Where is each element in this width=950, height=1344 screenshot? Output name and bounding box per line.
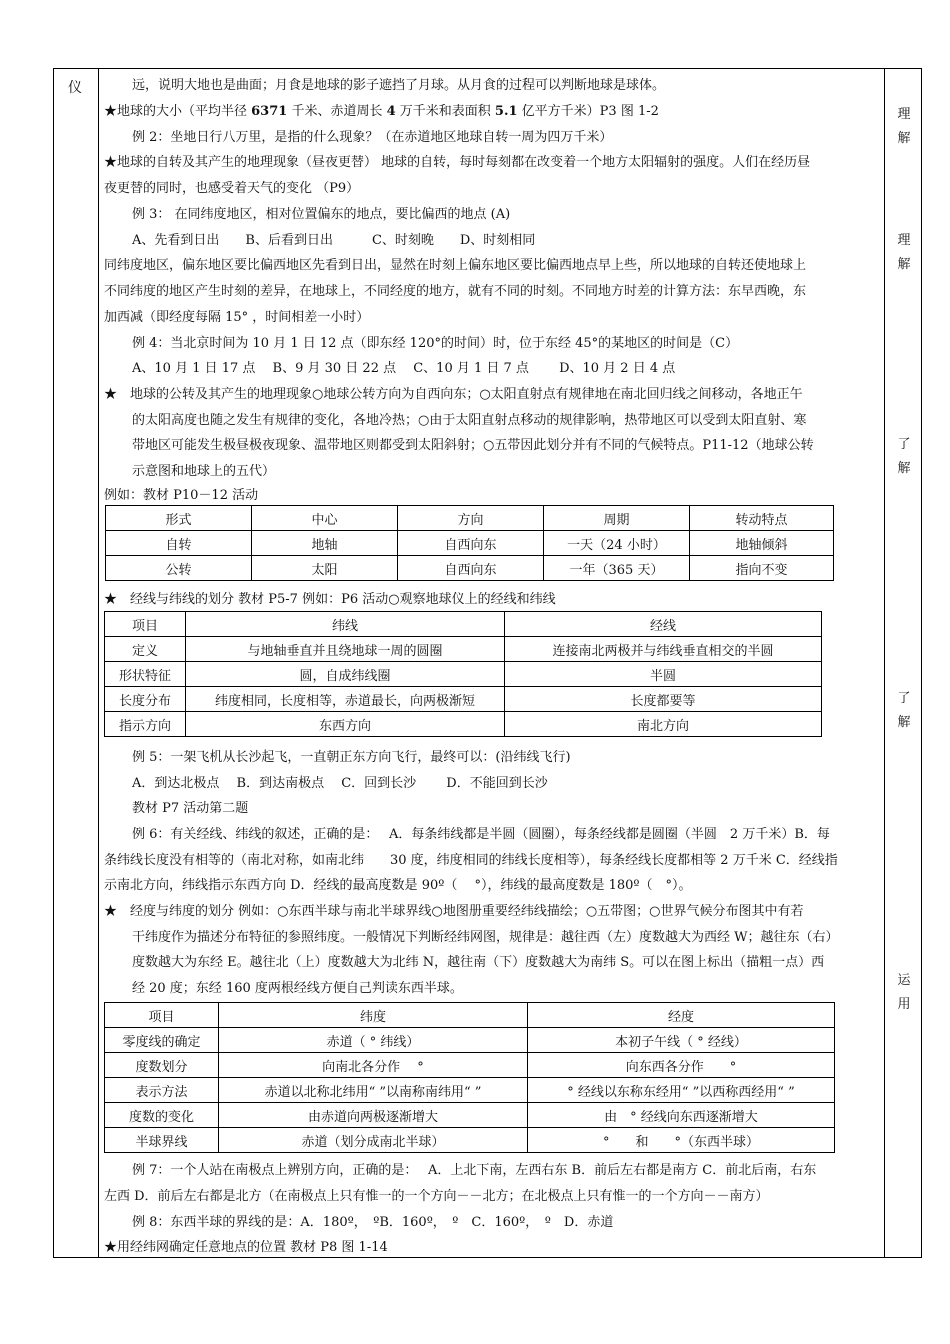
table-cell: 由 ° 经线向东西逐渐增大: [528, 1103, 835, 1128]
text-line: 示意图和地球上的五代）: [132, 464, 276, 479]
table-cell: 自转: [106, 531, 252, 556]
table-row: [105, 662, 822, 687]
left-column-char: 仪: [68, 80, 82, 96]
table-cell: 度数划分: [105, 1053, 219, 1078]
table-cell: 形状特征: [105, 662, 186, 687]
table-header-row: [105, 1003, 835, 1028]
table-cell: ° 和 °（东西半球）: [528, 1128, 835, 1153]
table-cell: 向南北各分作 °: [219, 1053, 528, 1078]
table-cell: 公转: [106, 556, 252, 581]
table-row: [105, 712, 822, 737]
table-cell: 度数的变化: [105, 1103, 219, 1128]
text-line: 例 2：坐地日行八万里，是指的什么现象？（在赤道地区地球自转一周为四万千米）: [132, 130, 613, 145]
text-line: 不同纬度的地区产生时刻的差异，在地球上，不同经度的地方，就有不同的时刻。不同地方时差的计算方法：东早西晚，东: [104, 284, 807, 299]
table-row: [105, 1028, 835, 1053]
table-cell: 连接南北两极并与纬线垂直相交的半圆: [505, 637, 822, 662]
table-row: [105, 687, 822, 712]
table-cell: 纬度相同，长度相等，赤道最长，向两极渐短: [186, 687, 505, 712]
longitude-latitude-table: [104, 1002, 835, 1153]
table-row: [105, 1053, 835, 1078]
table-cell: 与地轴垂直并且绕地球一周的圆圈: [186, 637, 505, 662]
table-cell: 项目: [105, 612, 186, 637]
table-header-row: [106, 506, 834, 531]
text-line: ★ 经度与纬度的划分 例如：○东西半球与南北半球界线○地图册重要经纬线描绘；○五带图；○世界气候分布图其中有若: [104, 904, 804, 919]
table-row: [105, 1103, 835, 1128]
text-line: ★ 经线与纬线的划分 教材 P5-7 例如：P6 活动○观察地球仪上的经线和纬线: [104, 592, 556, 607]
table-cell: 自西向东: [398, 556, 544, 581]
table-cell: 经线: [505, 612, 822, 637]
text-line: A、先看到日出 B、后看到日出 C、时刻晚 D、时刻相同: [132, 233, 536, 248]
text-line: 例 6：有关经线、纬线的叙述，正确的是： A．每条纬线都是半圆（圆圈），每条经线都是圆圈（半圆 2 万千米）B．每: [132, 827, 830, 842]
table-cell: 半球界线: [105, 1128, 219, 1153]
table-cell: 指向不变: [690, 556, 834, 581]
table-cell: 向东西各分作 °: [528, 1053, 835, 1078]
table-cell: 长度都要等: [505, 687, 822, 712]
text-line: 度数越大为东经 E。越往北（上）度数越大为北纬 N，越往南（下）度数越大为南纬 S。可以在图上标出（描粗一点）西: [132, 955, 825, 970]
left-column: [54, 69, 99, 1257]
text-line: 示南北方向，纬线指示东西方向 D．经线的最高度数是 90º（ °），纬线的最高度数是 180º（ °）。: [104, 878, 692, 893]
table-cell: 由赤道向两极逐渐增大: [219, 1103, 528, 1128]
text-line: 例如：教材 P10－12 活动: [104, 488, 259, 503]
table-row: [106, 556, 834, 581]
text-line: 教材 P7 活动第二题: [132, 801, 249, 816]
text-line: ★地球的自转及其产生的地理现象（昼夜更替） 地球的自转，每时每刻都在改变着一个地方太阳辐射的强度。人们在经历昼: [104, 155, 811, 170]
table-cell: 地轴倾斜: [690, 531, 834, 556]
text-line: 远，说明大地也是曲面；月食是地球的影子遮挡了月球。从月食的过程可以判断地球是球体。: [132, 78, 666, 93]
text-line: 例 8：东西半球的界线的是：A．180º， ºB．160º， º C．160º， º D．赤道: [132, 1215, 614, 1230]
text-line: 夜更替的同时，也感受着天气的变化 （P9）: [104, 181, 360, 196]
text-line: A、10 月 1 日 17 点 B、9 月 30 日 22 点 C、10 月 1 日 7 点 D、10 月 2 日 4 点: [132, 361, 676, 376]
meridian-parallel-table: [104, 611, 822, 737]
table-cell: 指示方向: [105, 712, 186, 737]
text-line: 加西减（即经度每隔 15° ，时间相差一小时）: [104, 310, 370, 325]
table-cell: 周期: [544, 506, 690, 531]
table-cell: 一年（365 天）: [544, 556, 690, 581]
table-cell: 东西方向: [186, 712, 505, 737]
side-note-5: 运 用: [897, 973, 911, 1012]
table-cell: 南北方向: [505, 712, 822, 737]
table-cell: 自西向东: [398, 531, 544, 556]
text-line: 带地区可能发生极昼极夜现象、温带地区则都受到太阳斜射；○五带因此划分并有不同的气候特点。P11-12（地球公转: [132, 438, 814, 453]
table-cell: 方向: [398, 506, 544, 531]
table-cell: 圆，自成纬线圈: [186, 662, 505, 687]
text-line: 例 3： 在同纬度地区，相对位置偏东的地点，要比偏西的地点 (A): [132, 207, 511, 222]
table-cell: 纬线: [186, 612, 505, 637]
table-cell: 纬度: [219, 1003, 528, 1028]
table-cell: 项目: [105, 1003, 219, 1028]
table-cell: 形式: [106, 506, 252, 531]
table-cell: 地轴: [252, 531, 398, 556]
table-cell: 赤道（ ° 纬线）: [219, 1028, 528, 1053]
table-cell: 半圆: [505, 662, 822, 687]
text-line: 例 4：当北京时间为 10 月 1 日 12 点（即东经 120°的时间）时，位于东经 45°的某地区的时间是（C）: [132, 336, 739, 351]
table-cell: ° 经线以东称东经用“ ”以西称西经用“ ”: [528, 1078, 835, 1103]
text-line: 条纬线长度没有相等的（南北对称，如南北纬 30 度，纬度相同的纬线长度相等），每条经线长度都相等 2 万千米 C．经线指: [104, 853, 838, 868]
side-note-2: 理 解: [897, 233, 911, 272]
text-line: A．到达北极点 B．到达南极点 C．回到长沙 D．不能回到长沙: [132, 776, 548, 791]
table-cell: 经度: [528, 1003, 835, 1028]
table-row: [105, 1128, 835, 1153]
text-line: 同纬度地区，偏东地区要比偏西地区先看到日出，显然在时刻上偏东地区要比偏西地点早上些，所以地球的自转还使地球上: [104, 258, 807, 273]
table-cell: 零度线的确定: [105, 1028, 219, 1053]
table-row: [106, 531, 834, 556]
table-cell: 赤道以北称北纬用“ ”以南称南纬用“ ”: [219, 1078, 528, 1103]
text-line: 干纬度作为描述分布特征的参照纬度。一般情况下判断经纬网图，规律是：越往西（左）度数越大为西经 W；越往东（右）: [132, 930, 839, 945]
text-line: ★用经纬网确定任意地点的位置 教材 P8 图 1-14: [104, 1240, 388, 1255]
table-cell: 定义: [105, 637, 186, 662]
table-cell: 转动特点: [690, 506, 834, 531]
side-note-3: 了 解: [897, 437, 911, 476]
table-cell: 长度分布: [105, 687, 186, 712]
table-cell: 太阳: [252, 556, 398, 581]
table-row: [105, 637, 822, 662]
table-cell: 表示方法: [105, 1078, 219, 1103]
text-line: 例 5：一架飞机从长沙起飞，一直朝正东方向飞行，最终可以：(沿纬线飞行): [132, 750, 571, 765]
table-row: [105, 1078, 835, 1103]
table-cell: 一天（24 小时）: [544, 531, 690, 556]
text-line: 经 20 度；东经 160 度两根经线方便自己判读东西半球。: [132, 981, 463, 996]
text-line: 的太阳高度也随之发生有规律的变化，各地冷热；○由于太阳直射点移动的规律影响，热带地区可以受到太阳直射、寒: [132, 413, 807, 428]
rotation-table: [105, 505, 834, 581]
text-line: ★ 地球的公转及其产生的地理现象○地球公转方向为自西向东；○太阳直射点有规律地在南北回归线之间移动，各地正午: [104, 387, 803, 402]
table-header-row: [105, 612, 822, 637]
table-cell: 赤道（划分成南北半球）: [219, 1128, 528, 1153]
text-line-earth-size: ★地球的大小（平均半径 6371 千米、赤道周长 4 万千米和表面积 5.1 亿平方千米）P3 图 1-2: [104, 104, 659, 119]
table-cell: 本初子午线（ ° 经线）: [528, 1028, 835, 1053]
text-line: 例 7：一个人站在南极点上辨别方向，正确的是： A．上北下南，左西右东 B．前后左右都是南方 C．前北后南，右东: [132, 1163, 817, 1178]
side-note-4: 了 解: [897, 691, 911, 730]
side-note-1: 理 解: [897, 107, 911, 146]
text-line: 左西 D．前后左右都是北方（在南极点上只有惟一的一个方向－－北方；在北极点上只有惟一的一个方向－－南方）: [104, 1189, 769, 1204]
table-cell: 中心: [252, 506, 398, 531]
